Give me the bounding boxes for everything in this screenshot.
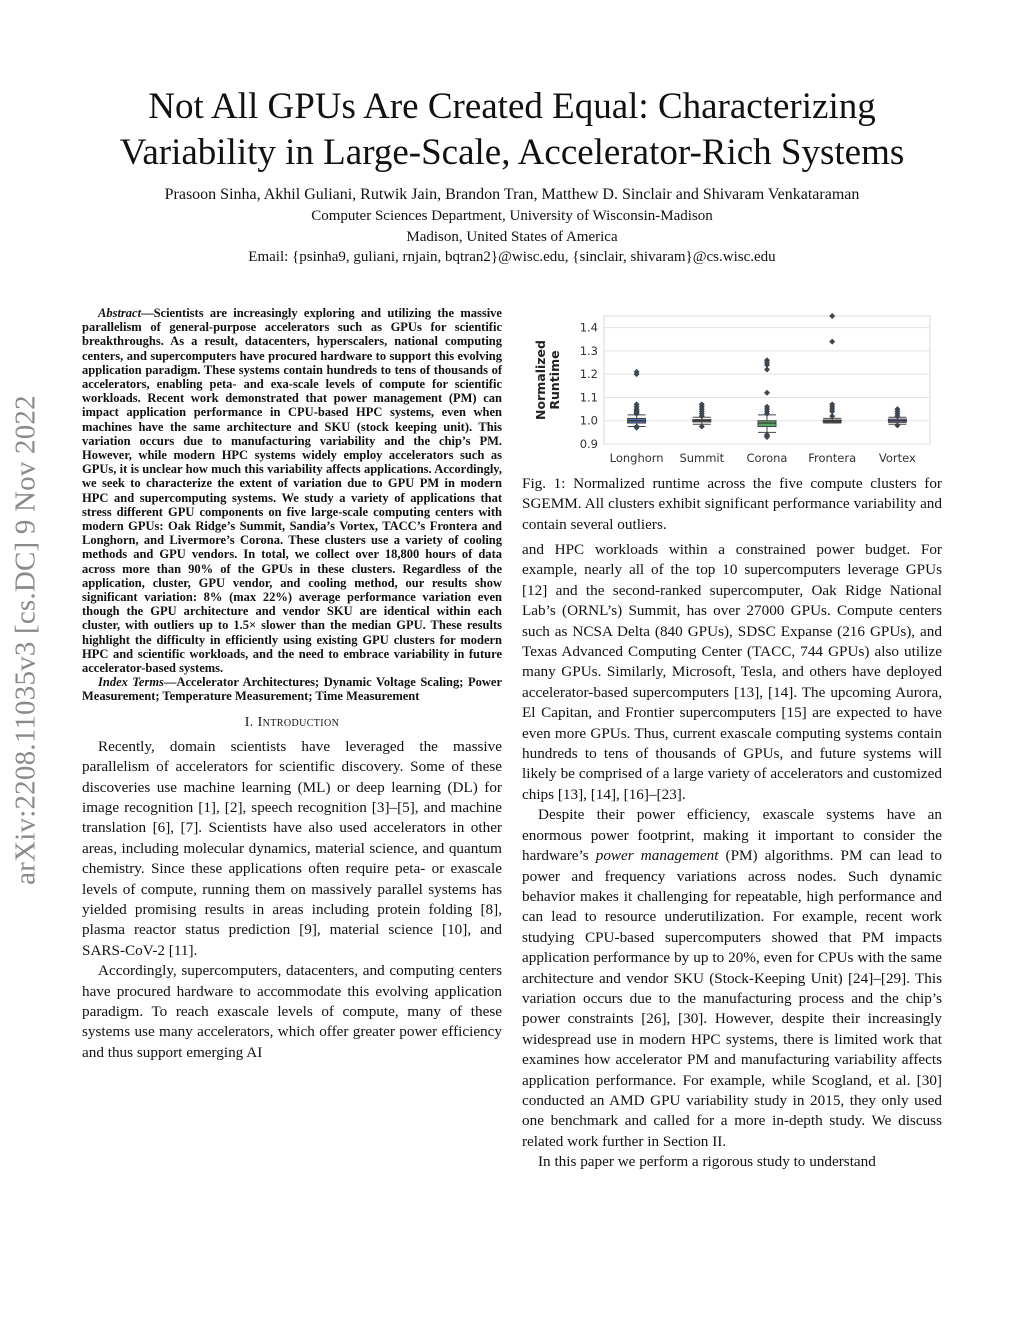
figure-1-caption: Fig. 1: Normalized runtime across the five compute clusters for SGEMM. All clusters exhibit significant performance variability and contain several outliers. bbox=[522, 475, 942, 533]
index-terms bbox=[82, 675, 502, 703]
y-axis-label-line-2: Runtime bbox=[547, 350, 562, 410]
author-list: Prasoon Sinha, Akhil Guliani, Rutwik Jain, Brandon Tran, Matthew D. Sinclair and Shivaram Venkataraman bbox=[164, 186, 860, 203]
abstract-lead: Abstract bbox=[98, 306, 142, 320]
y-axis-label-line-1: Normalized bbox=[533, 340, 548, 420]
y-tick-label: 0.9 bbox=[579, 437, 598, 451]
index-terms-lead: Index Terms bbox=[98, 675, 164, 690]
arxiv-sidebar bbox=[4, 348, 48, 932]
y-tick-label: 1.0 bbox=[579, 413, 598, 428]
x-tick-label: Frontera bbox=[808, 451, 857, 465]
affiliation-department: Computer Sciences Department, University of Wisconsin-Madison bbox=[311, 208, 713, 224]
intro-paragraph-2: Accordingly, supercomputers, datacenters, and computing centers have procured hardware to accommodate this evolving application paradigm. To reach exascale levels of compute, many of these systems use many accelerators, which offer greater power efficiency and thus support emerging AI bbox=[82, 962, 502, 1061]
y-tick-label: 1.4 bbox=[579, 320, 598, 335]
abstract-text: —Scientists are increasingly exploring and utilizing the massive parallelism of general-purpose accelerators such as GPUs for scientific breakthroughs. As a result, datacenters, hyperscalers, national computing centers, and supercomputers have procured hardware to support this evolving application paradigm. These systems contain hundreds to tens of thousands of accelerators, enabling peta- and exa-scale levels of compute for scientific workloads. Recent work demonstrated that power management (PM) can impact application performance in CPU-based HPC systems, even when machines have the same architecture and SKU (stock keeping unit). This variation occurs due to manufacturing variability and the chip’s PM. However, while modern HPC systems widely employ accelerators such as GPUs, it is unclear how much this variability affects applications. Accordingly, we seek to characterize the extent of variation due to GPU PM in modern HPC and supercomputing systems. We study a variety of applications that stress different GPU components on five large-scale computing centers with modern GPUs: Oak Ridge’s Summit, Sandia’s Vortex, TACC’s Frontera and Longhorn, and Livermore’s Corona. These clusters use a variety of cooling methods and GPU vendors. In total, we collect over 18,800 hours of data across more than 90% of the GPUs in these clusters. Regardless of the application, cluster, GPU vendor, and cooling method, our results show significant variation: 8% (max 22%) average performance variation even though the GPU architecture and vendor SKU are identical within each cluster, with outliers up to 1.5× slower than the median GPU. These results highlight the difficulty in efficiently using existing GPU clusters for modern HPC and scientific workloads, and the need to embrace variability in future accelerator-based systems. bbox=[82, 306, 502, 676]
right-paragraph-1: and HPC workloads within a constrained power budget. For example, nearly all of the top 10 supercomputers leverage GPUs [12] and the second-ranked supercomputer, Oak Ridge National Lab’s (ORNL’s) Summit, has over 27000 GPUs. Compute centers such as NCSA Delta (840 GPUs), SDSC Expanse (216 GPUs), and Texas Advanced Computing Center (TACC, 744 GPUs) also utilize many GPUs. Similarly, Microsoft, Tesla, and others have deployed accelerator-based supercomputers [13], [14]. The upcoming Aurora, El Capitan, and Frontier supercomputers [15] are expected to have even more GPUs. Thus, current exascale computing systems contain hundreds to tens of thousands of GPUs, and future systems will likely be comprised of a large variety of accelerators and customized chips [13], [14], [16]–[23]. bbox=[522, 541, 942, 803]
figure-1 bbox=[522, 306, 942, 470]
x-tick-label: Summit bbox=[679, 451, 725, 465]
arxiv-identifier: arXiv:2208.11035v3 [cs.DC] 9 Nov 2022 bbox=[9, 395, 42, 885]
right-paragraph-2 bbox=[522, 805, 942, 1152]
left-column bbox=[82, 306, 502, 1063]
intro-paragraph-1: Recently, domain scientists have leveraged the massive parallelism of accelerators for scientific discovery. Some of these discoveries use machine learning (ML) or deep learning (DL) for image recognition [1], [2], speech recognition [3]–[5], and machine translation [6], [7]. Scientists have also used accelerators in other areas, including molecular dynamics, material science, and quantum chemistry. Since these applications often require peta- or exascale levels of compute, running them on massively parallel systems has yielded promising results in areas including protein folding [8], plasma reactor status prediction [9], material science [10], and SARS-CoV-2 [11]. bbox=[82, 737, 502, 959]
section-heading-introduction bbox=[82, 715, 502, 731]
paper-title bbox=[60, 84, 964, 176]
title-line-1: Not All GPUs Are Created Equal: Characterizing bbox=[148, 86, 876, 127]
author-emails: Email: {psinha9, guliani, rnjain, bqtran2}@wisc.edu, {sinclair, shivaram}@cs.wisc.edu bbox=[248, 249, 776, 265]
boxplot-chart bbox=[522, 306, 942, 470]
index-terms-text: —Accelerator Architectures; Dynamic Voltage Scaling; Power Measurement; Temperature Measurement; Time Measurement bbox=[82, 675, 502, 704]
x-tick-label: Longhorn bbox=[609, 451, 664, 465]
p2-emphasis: power management bbox=[595, 847, 719, 865]
x-tick-label: Vortex bbox=[878, 451, 916, 465]
x-tick-label: Corona bbox=[746, 451, 788, 465]
right-paragraph-3: In this paper we perform a rigorous study to understand bbox=[538, 1153, 876, 1171]
right-column bbox=[522, 540, 942, 1173]
section-title: Introduction bbox=[257, 714, 340, 730]
y-tick-label: 1.1 bbox=[579, 390, 598, 405]
p2-text-before: Despite their power efficiency, exascale systems have an enormous power footprint, making it important to consider the hardware’s bbox=[522, 806, 942, 865]
title-line-2: Variability in Large-Scale, Accelerator-Rich Systems bbox=[119, 132, 905, 173]
section-number: I. bbox=[244, 714, 254, 730]
y-tick-label: 1.2 bbox=[579, 367, 598, 382]
abstract bbox=[82, 306, 502, 675]
p2-text-after: (PM) algorithms. PM can lead to power and frequency variations across nodes. Such dynamic behavior makes it challenging for repeatable, high performance and can lead to resource underutilization. For example, recent work studying CPU-based supercomputers showed that PM impacts application performance by up to 20%, even for CPUs with the same architecture and vendor SKU (Stock-Keeping Unit) [24]–[29]. This variation occurs due to the manufacturing process and the chip’s power constraints [26], [30]. However, despite their increasingly widespread use in modern HPC systems, there is limited work that examines how accelerator PM and manufacturing variability affects application performance. For example, while Scogland, et al. [30] conducted an AMD GPU variability study in 2015, they only used one benchmark and called for a more in-depth study. We discuss related work further in Section II. bbox=[522, 847, 943, 1150]
affiliation-location: Madison, United States of America bbox=[406, 229, 618, 245]
y-tick-label: 1.3 bbox=[579, 343, 598, 358]
